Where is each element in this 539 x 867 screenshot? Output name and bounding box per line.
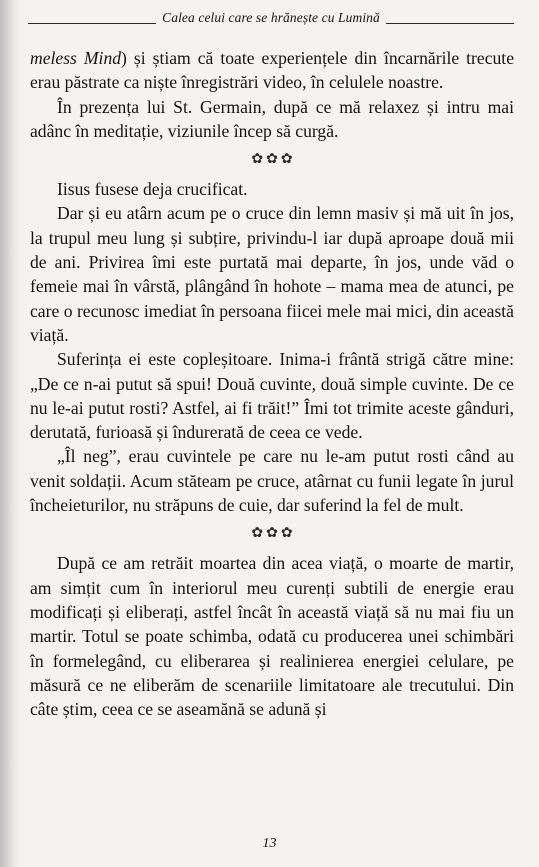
section-ornament — [30, 143, 514, 177]
italic-lead: meless Mind — [30, 48, 122, 68]
spine-shadow — [0, 0, 20, 867]
paragraph: Dar și eu atârn acum pe o cruce din lemn masiv și mă uit în jos, la trupul meu lung și subțire, privindu-l iar după aproape două mii de ani. Privirea îmi este purtată mai departe, în jos, unde văd o femeie mai în vârstă, plângând în hohote – mama mea de atunci, pe care o recunosc imediat în persoana fiicei mele mai mici, din această viață. — [30, 203, 514, 345]
paragraph-text: ) și știam că toate experiențele din încarnările trecute erau păstrate ca niște înregistrări video, în celulele noastre. — [30, 48, 515, 93]
page-number: 13 — [262, 836, 277, 851]
paragraph: Iisus fusese deja crucificat. — [57, 179, 248, 200]
body-text — [30, 46, 514, 721]
header-rule-right — [386, 23, 514, 24]
flower-ornament-icon: ✿ — [280, 526, 293, 542]
flower-ornament-icon: ✿ — [251, 526, 264, 542]
paragraph: În prezența lui St. Germain, după ce mă relaxez și intru mai adânc în meditație, viziunile încep să curgă. — [30, 96, 514, 141]
running-header-title: Calea celui care se hrănește cu Lumină — [162, 10, 380, 25]
section-ornament — [30, 517, 514, 551]
header-rule-left — [28, 23, 156, 24]
paragraph: După ce am retrăit moartea din acea viață, o moarte de martir, am simțit cum în interiorul meu curenți subtili de energie erau modificați și eliberați, astfel încât în această viață să nu mai fiu un martir. Totul se poate schimba, odată cu producerea unei schimbări în formelegând, cu eliberarea și realinierea energiei celulare, pe măsură ce ne eliberăm de scenariile limitatoare ale trecutului. Din câte știm, ceea ce se aseamănă se adună și — [30, 553, 514, 720]
paragraph-continued — [30, 46, 514, 95]
paragraph: „Îl neg”, erau cuvintele pe care nu le-am putut rosti când au venit soldații. Acum stăteam pe cruce, atârnat cu funii legate în jurul încheieturilor, nu străpuns de cuie, dar suferind la fel de mult. — [30, 446, 514, 516]
flower-ornament-icon: ✿ — [251, 152, 264, 168]
flower-ornament-icon: ✿ — [266, 526, 278, 542]
running-header — [28, 10, 514, 26]
paragraph: Suferința ei este copleșitoare. Inima-i frântă strigă către mine: „De ce n-ai putut să spui! Două cuvinte, două simple cuvinte. De ce nu le-ai putut rosti? Astfel, ai fi trăit!” Îmi tot trimite aceste gânduri, derutată, furioasă și îndurerată de ceea ce vede. — [30, 349, 514, 443]
flower-ornament-icon: ✿ — [280, 152, 293, 168]
flower-ornament-icon: ✿ — [266, 152, 278, 168]
